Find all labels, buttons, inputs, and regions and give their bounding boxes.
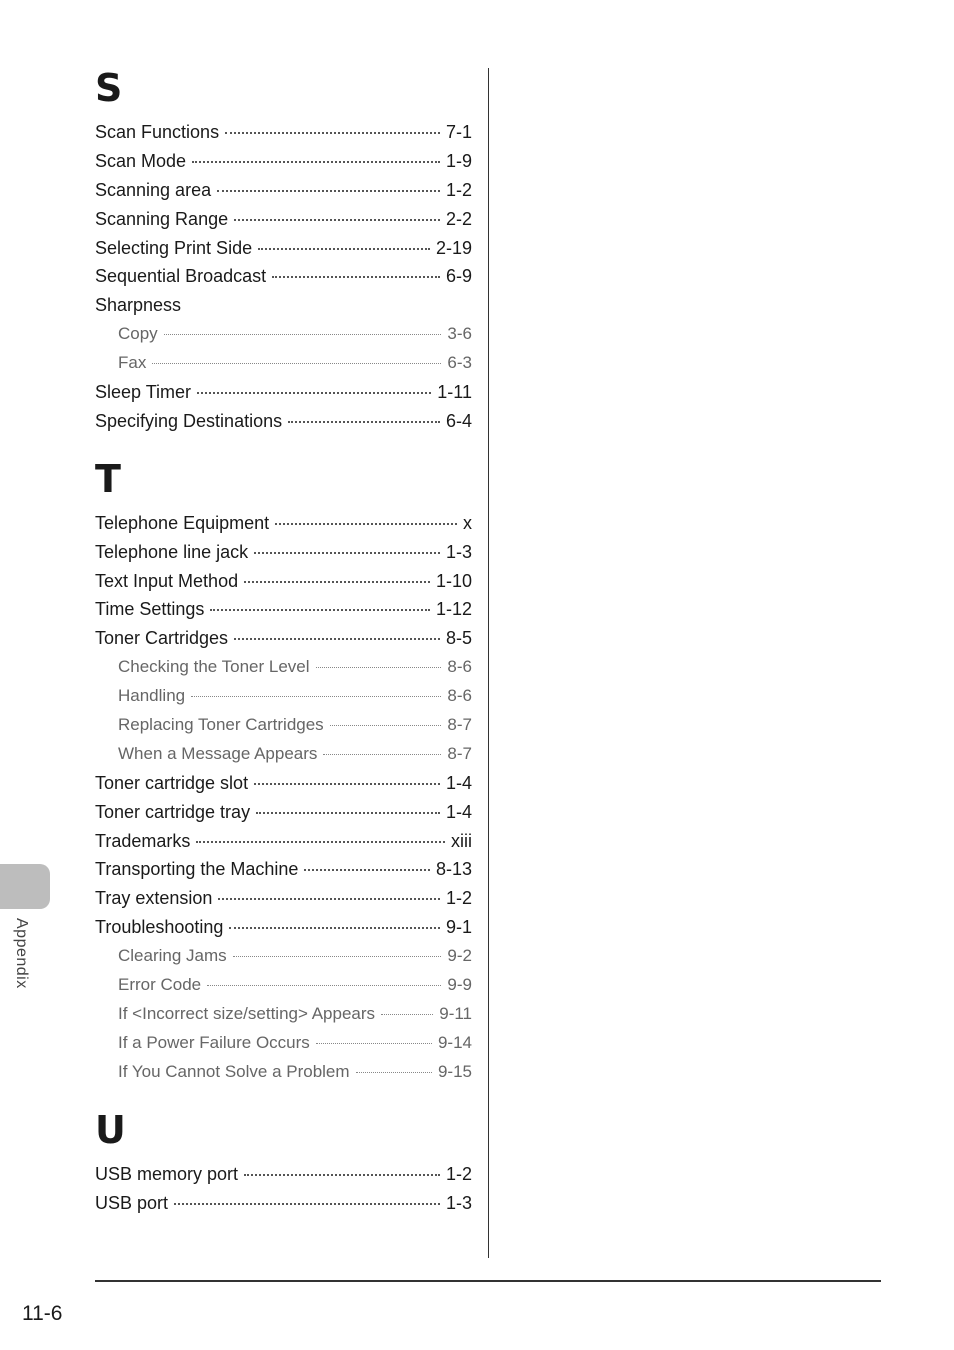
- index-entry[interactable]: [95, 802, 472, 831]
- entry-label: When a Message Appears: [118, 743, 318, 763]
- entry-page: 8-7: [447, 715, 472, 735]
- entry-label: Copy: [118, 324, 158, 344]
- index-subentry[interactable]: [95, 975, 472, 1004]
- dot-leader: [256, 812, 440, 814]
- entry-page: 1-11: [437, 382, 472, 403]
- entry-label: Sharpness: [95, 295, 182, 316]
- dot-leader: [210, 609, 430, 611]
- entry-label: USB memory port: [95, 1163, 239, 1184]
- entry-label: Scan Functions: [95, 122, 220, 142]
- index-entry[interactable]: [95, 122, 472, 151]
- entry-page: 1-10: [435, 570, 472, 591]
- index-section-s: [95, 62, 472, 440]
- dot-leader: [152, 363, 441, 364]
- dot-leader: [233, 956, 442, 957]
- index-subentry[interactable]: [95, 686, 472, 715]
- entry-page: 8-6: [447, 657, 472, 677]
- entry-label: Text Input Method: [95, 570, 239, 591]
- footer-rule: [95, 1280, 881, 1282]
- index-entry[interactable]: [95, 831, 472, 860]
- index-entry[interactable]: [95, 542, 472, 571]
- entry-page: 6-3: [447, 353, 472, 373]
- entry-label: Scanning Range: [95, 208, 229, 229]
- entry-label: Trademarks: [95, 830, 191, 851]
- index-subentry[interactable]: [95, 715, 472, 744]
- entry-label: Scanning area: [95, 179, 212, 200]
- dot-leader: [234, 219, 440, 221]
- entry-page: 8-13: [435, 859, 472, 880]
- index-section-u: [95, 1104, 472, 1222]
- entry-label: Selecting Print Side: [95, 237, 253, 258]
- entry-page: 8-7: [447, 743, 472, 763]
- dot-leader: [272, 276, 440, 278]
- index-entry[interactable]: [95, 571, 472, 600]
- dot-leader: [323, 754, 441, 755]
- entry-label: Toner cartridge tray: [95, 801, 251, 822]
- entry-page: xiii: [451, 830, 472, 851]
- dot-leader: [191, 696, 441, 697]
- entry-label: Transporting the Machine: [95, 859, 299, 880]
- dot-leader: [234, 638, 440, 640]
- dot-leader: [218, 898, 440, 900]
- index-entry[interactable]: [95, 209, 472, 238]
- index-subentry[interactable]: [95, 353, 472, 382]
- chapter-tab: [0, 864, 50, 909]
- index-entry[interactable]: [95, 238, 472, 267]
- dot-leader: [174, 1203, 440, 1205]
- index-entry[interactable]: [95, 295, 472, 324]
- entry-label: Sleep Timer: [95, 382, 192, 403]
- entry-page: 3-6: [447, 324, 472, 344]
- entry-page: 1-4: [445, 801, 472, 822]
- index-entry[interactable]: [95, 151, 472, 180]
- entry-page: 1-2: [445, 888, 472, 909]
- dot-leader: [258, 248, 430, 250]
- dot-leader: [356, 1072, 432, 1073]
- entry-page: 2-2: [445, 208, 472, 229]
- entry-page: 9-15: [437, 1061, 472, 1081]
- index-entry[interactable]: [95, 1164, 472, 1193]
- dot-leader: [381, 1014, 433, 1015]
- dot-leader: [192, 161, 440, 163]
- dot-leader: [288, 421, 440, 423]
- entry-page: 1-9: [445, 150, 472, 171]
- entry-page: 9-14: [437, 1032, 472, 1052]
- entry-label: Error Code: [118, 975, 202, 995]
- entry-page: 8-6: [447, 686, 472, 706]
- page-number: 11-6: [22, 1302, 63, 1325]
- entry-label: Specifying Destinations: [95, 410, 283, 431]
- index-subentry[interactable]: [95, 946, 472, 975]
- section-letter: S: [95, 66, 123, 110]
- entry-label: Handling: [118, 686, 186, 706]
- dot-leader: [304, 869, 430, 871]
- index-subentry[interactable]: [95, 324, 472, 353]
- entry-label: If <Incorrect size/setting> Appears: [118, 1003, 376, 1023]
- entry-label: Checking the Toner Level: [118, 657, 310, 677]
- index-subentry[interactable]: [95, 1004, 472, 1033]
- entry-label: If You Cannot Solve a Problem: [118, 1061, 350, 1081]
- entry-page: 1-2: [445, 179, 472, 200]
- dot-leader: [207, 985, 441, 986]
- entry-page: 1-12: [435, 599, 472, 620]
- entry-label: Troubleshooting: [95, 917, 224, 938]
- index-entry[interactable]: [95, 382, 472, 411]
- column-divider: [488, 68, 489, 1258]
- entry-page: 1-3: [445, 1192, 472, 1213]
- index-entry[interactable]: [95, 773, 472, 802]
- index-entry[interactable]: [95, 1193, 472, 1222]
- entry-page: x: [463, 512, 472, 533]
- chapter-tab-label: Appendix: [13, 918, 30, 989]
- index-entry[interactable]: [95, 888, 472, 917]
- entry-label: Replacing Toner Cartridges: [118, 715, 324, 735]
- index-entries: [95, 1164, 472, 1222]
- index-entry[interactable]: [95, 628, 472, 657]
- entry-page: 6-4: [445, 410, 472, 431]
- dot-leader: [229, 927, 440, 929]
- index-subentry[interactable]: [95, 1033, 472, 1062]
- dot-leader: [330, 725, 442, 726]
- index-entry[interactable]: [95, 411, 472, 440]
- entry-page: 1-3: [445, 541, 472, 562]
- dot-leader: [196, 841, 445, 843]
- dot-leader: [275, 523, 457, 525]
- entry-label: Toner cartridge slot: [95, 772, 249, 793]
- entry-page: 2-19: [435, 237, 472, 258]
- section-letter: T: [95, 456, 121, 501]
- entry-label: USB port: [95, 1192, 169, 1213]
- entry-page: 9-2: [447, 946, 472, 966]
- index-entry[interactable]: [95, 266, 472, 295]
- index-entry[interactable]: [95, 513, 472, 542]
- index-subentry[interactable]: [95, 657, 472, 686]
- entry-label: Sequential Broadcast: [95, 266, 267, 287]
- entry-page: 6-9: [445, 266, 472, 287]
- entry-page: 7-1: [445, 122, 472, 142]
- index-entries: [95, 513, 472, 1091]
- dot-leader: [164, 334, 442, 335]
- entry-label: Telephone Equipment: [95, 512, 270, 533]
- index-section-t: [95, 453, 472, 1091]
- section-letter: U: [95, 1107, 126, 1152]
- dot-leader: [254, 783, 440, 785]
- entry-page: 1-2: [445, 1163, 472, 1184]
- entry-label: Fax: [118, 353, 147, 373]
- entry-label: Scan Mode: [95, 150, 187, 171]
- dot-leader: [197, 392, 431, 394]
- dot-leader: [225, 132, 440, 134]
- entry-page: 9-9: [447, 975, 472, 995]
- index-subentry[interactable]: [95, 744, 472, 773]
- dot-leader: [244, 581, 430, 583]
- entry-label: If a Power Failure Occurs: [118, 1032, 310, 1052]
- index-entry[interactable]: [95, 859, 472, 888]
- dot-leader: [316, 667, 442, 668]
- entry-page: 8-5: [445, 628, 472, 649]
- entry-page: 9-1: [445, 917, 472, 938]
- entry-label: Telephone line jack: [95, 541, 249, 562]
- dot-leader: [316, 1043, 432, 1044]
- entry-page: 1-4: [445, 772, 472, 793]
- entry-label: Clearing Jams: [118, 946, 227, 966]
- entry-label: Toner Cartridges: [95, 628, 229, 649]
- index-column: [95, 62, 472, 1221]
- dot-leader: [217, 190, 440, 192]
- dot-leader: [244, 1174, 440, 1176]
- index-entries: [95, 122, 472, 440]
- index-entry[interactable]: [95, 180, 472, 209]
- index-subentry[interactable]: [95, 1062, 472, 1091]
- dot-leader: [254, 552, 440, 554]
- index-entry[interactable]: [95, 599, 472, 628]
- entry-page: 9-11: [439, 1003, 472, 1023]
- index-entry[interactable]: [95, 917, 472, 946]
- entry-label: Time Settings: [95, 599, 205, 620]
- entry-label: Tray extension: [95, 888, 213, 909]
